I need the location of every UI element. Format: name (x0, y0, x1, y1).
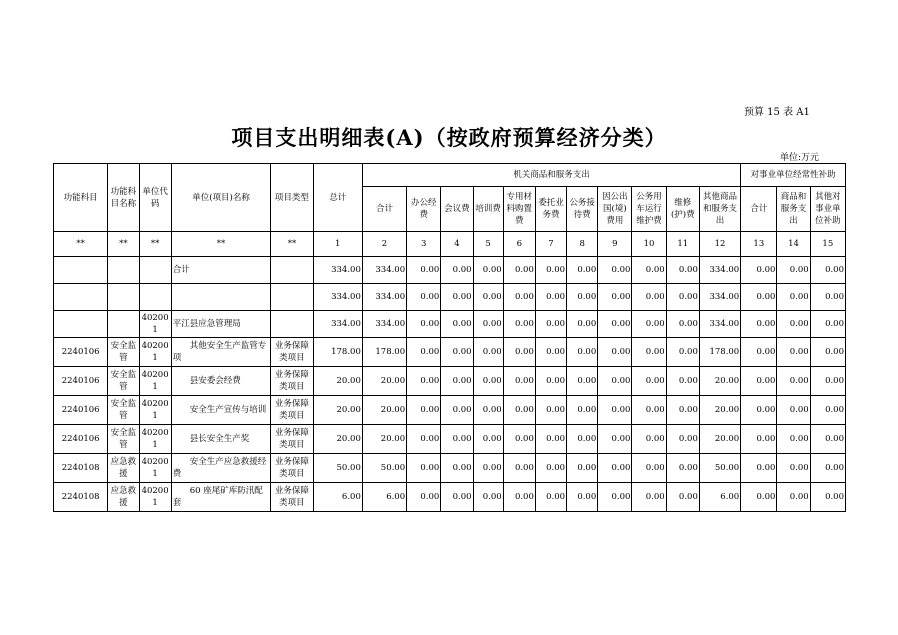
cell-amount: 0.00 (567, 425, 598, 454)
cell-amount: 178.00 (362, 338, 406, 367)
index-number: 14 (777, 232, 810, 257)
header-func-name: 功能科目名称 (108, 164, 139, 232)
index-mark: ** (271, 232, 313, 257)
cell-func-name: 应急救援 (108, 483, 139, 512)
cell-amount: 0.00 (567, 257, 598, 284)
cell-amount: 0.00 (632, 338, 666, 367)
cell-func-code (54, 257, 108, 284)
cell-amount: 0.00 (810, 396, 845, 425)
table-row (54, 338, 846, 367)
cell-amount: 20.00 (313, 396, 362, 425)
cell-amount: 0.00 (598, 483, 632, 512)
cell-amount: 0.00 (473, 425, 503, 454)
cell-amount: 0.00 (473, 483, 503, 512)
cell-amount: 0.00 (598, 284, 632, 311)
cell-project-type: 业务保障类项目 (271, 425, 313, 454)
cell-unit-code: 402001 (139, 425, 171, 454)
cell-amount: 0.00 (741, 367, 777, 396)
cell-unit-code: 402001 (139, 311, 171, 338)
cell-amount: 0.00 (503, 454, 535, 483)
cell-amount: 334.00 (362, 284, 406, 311)
cell-amount: 0.00 (741, 338, 777, 367)
header-group-goods-services: 机关商品和服务支出 (362, 164, 740, 187)
cell-unit-name: 县安委会经费 (171, 367, 271, 396)
cell-amount: 0.00 (741, 284, 777, 311)
header-goods-sub-2: 会议费 (441, 187, 473, 232)
index-number: 1 (313, 232, 362, 257)
cell-amount: 334.00 (313, 311, 362, 338)
cell-amount: 0.00 (598, 367, 632, 396)
unit-label: 单位:万元 (780, 153, 820, 163)
cell-project-type (271, 311, 313, 338)
table-row (54, 367, 846, 396)
index-number: 11 (666, 232, 699, 257)
cell-amount: 0.00 (632, 367, 666, 396)
cell-amount: 0.00 (407, 425, 441, 454)
cell-amount: 20.00 (699, 425, 740, 454)
cell-amount: 0.00 (535, 338, 566, 367)
index-number: 8 (567, 232, 598, 257)
cell-amount: 0.00 (741, 257, 777, 284)
cell-project-type: 业务保障类项目 (271, 367, 313, 396)
index-number: 10 (632, 232, 666, 257)
cell-amount: 50.00 (699, 454, 740, 483)
cell-amount: 0.00 (598, 257, 632, 284)
cell-amount: 0.00 (535, 367, 566, 396)
cell-amount: 0.00 (535, 257, 566, 284)
cell-amount: 0.00 (503, 483, 535, 512)
cell-unit-code: 402001 (139, 396, 171, 425)
cell-unit-code: 402001 (139, 454, 171, 483)
cell-amount: 0.00 (632, 483, 666, 512)
cell-amount: 334.00 (313, 284, 362, 311)
cell-func-code: 2240106 (54, 367, 108, 396)
cell-func-code: 2240108 (54, 483, 108, 512)
cell-amount: 0.00 (503, 257, 535, 284)
index-mark: ** (108, 232, 139, 257)
cell-amount: 6.00 (699, 483, 740, 512)
cell-func-name (108, 284, 139, 311)
cell-amount: 0.00 (535, 396, 566, 425)
cell-unit-name: 安全生产应急救援经费 (171, 454, 271, 483)
index-number: 4 (441, 232, 473, 257)
table-row (54, 396, 846, 425)
header-goods-sub-6: 公务接待费 (567, 187, 598, 232)
cell-unit-code: 402001 (139, 338, 171, 367)
cell-amount: 0.00 (441, 454, 473, 483)
cell-amount: 0.00 (598, 396, 632, 425)
cell-amount: 0.00 (632, 396, 666, 425)
cell-amount: 0.00 (598, 454, 632, 483)
cell-func-code: 2240106 (54, 425, 108, 454)
cell-amount: 0.00 (441, 483, 473, 512)
cell-amount: 0.00 (810, 257, 845, 284)
cell-amount: 0.00 (777, 338, 810, 367)
cell-amount: 0.00 (810, 483, 845, 512)
header-goods-sub-9: 维修(护)费 (666, 187, 699, 232)
cell-amount: 0.00 (441, 284, 473, 311)
table-reference: 预算 15 表 A1 (744, 107, 810, 118)
cell-amount: 0.00 (666, 338, 699, 367)
cell-amount: 178.00 (699, 338, 740, 367)
header-unit-name: 单位(项目)名称 (171, 164, 271, 232)
cell-func-name: 应急救援 (108, 454, 139, 483)
cell-amount: 0.00 (741, 396, 777, 425)
cell-func-name: 安全监管 (108, 396, 139, 425)
table-row (54, 311, 846, 338)
cell-amount: 0.00 (567, 311, 598, 338)
cell-amount: 20.00 (362, 425, 406, 454)
cell-amount: 0.00 (567, 367, 598, 396)
cell-amount: 0.00 (441, 396, 473, 425)
cell-amount: 334.00 (699, 311, 740, 338)
cell-unit-name: 60 座尾矿库防汛配套 (171, 483, 271, 512)
cell-amount: 0.00 (666, 454, 699, 483)
cell-amount: 0.00 (503, 367, 535, 396)
cell-amount: 334.00 (699, 257, 740, 284)
cell-unit-code: 402001 (139, 367, 171, 396)
cell-amount: 0.00 (503, 311, 535, 338)
cell-amount: 0.00 (441, 425, 473, 454)
table-row (54, 284, 846, 311)
cell-amount: 0.00 (441, 257, 473, 284)
cell-amount: 0.00 (632, 311, 666, 338)
cell-amount: 0.00 (598, 338, 632, 367)
cell-amount: 0.00 (567, 284, 598, 311)
index-number: 7 (535, 232, 566, 257)
cell-amount: 0.00 (567, 483, 598, 512)
cell-amount: 0.00 (535, 425, 566, 454)
cell-unit-name: 其他安全生产监管专项 (171, 338, 271, 367)
cell-amount: 334.00 (699, 284, 740, 311)
cell-amount: 0.00 (810, 338, 845, 367)
cell-amount: 0.00 (666, 367, 699, 396)
cell-amount: 20.00 (362, 396, 406, 425)
cell-amount: 0.00 (503, 338, 535, 367)
cell-amount: 0.00 (473, 284, 503, 311)
header-func-code: 功能科目 (54, 164, 108, 232)
cell-amount: 0.00 (598, 311, 632, 338)
cell-amount: 0.00 (473, 257, 503, 284)
cell-project-type: 业务保障类项目 (271, 483, 313, 512)
cell-func-name: 安全监管 (108, 425, 139, 454)
cell-amount: 0.00 (441, 338, 473, 367)
table-row (54, 257, 846, 284)
cell-amount: 0.00 (741, 311, 777, 338)
index-number: 3 (407, 232, 441, 257)
cell-amount: 0.00 (473, 311, 503, 338)
cell-func-code: 2240106 (54, 396, 108, 425)
cell-unit-name: 合计 (171, 257, 271, 284)
cell-amount: 0.00 (666, 311, 699, 338)
cell-amount: 0.00 (810, 454, 845, 483)
cell-amount: 0.00 (441, 367, 473, 396)
cell-amount: 0.00 (407, 338, 441, 367)
index-number: 15 (810, 232, 845, 257)
cell-amount: 0.00 (777, 454, 810, 483)
cell-amount: 0.00 (777, 396, 810, 425)
cell-unit-name (171, 284, 271, 311)
cell-amount: 0.00 (666, 257, 699, 284)
cell-amount: 20.00 (313, 367, 362, 396)
header-group-subsidy: 对事业单位经常性补助 (741, 164, 846, 187)
cell-project-type (271, 257, 313, 284)
cell-amount: 20.00 (313, 425, 362, 454)
cell-func-name: 安全监管 (108, 367, 139, 396)
index-number: 6 (503, 232, 535, 257)
expenditure-table (53, 163, 846, 512)
cell-amount: 0.00 (777, 311, 810, 338)
cell-amount: 0.00 (407, 284, 441, 311)
cell-amount: 0.00 (503, 425, 535, 454)
cell-amount: 0.00 (503, 284, 535, 311)
header-goods-sub-3: 培训费 (473, 187, 503, 232)
cell-project-type (271, 284, 313, 311)
cell-amount: 0.00 (407, 483, 441, 512)
cell-amount: 0.00 (407, 311, 441, 338)
index-number: 2 (362, 232, 406, 257)
header-total: 总计 (313, 164, 362, 232)
cell-amount: 6.00 (313, 483, 362, 512)
cell-func-code (54, 311, 108, 338)
cell-amount: 0.00 (777, 483, 810, 512)
cell-amount: 0.00 (810, 311, 845, 338)
header-goods-sub-0: 合计 (362, 187, 406, 232)
cell-amount: 334.00 (313, 257, 362, 284)
header-unit-code: 单位代码 (139, 164, 171, 232)
cell-amount: 334.00 (362, 311, 406, 338)
index-mark: ** (139, 232, 171, 257)
header-project-type: 项目类型 (271, 164, 313, 232)
cell-amount: 0.00 (777, 367, 810, 396)
cell-amount: 0.00 (777, 284, 810, 311)
cell-amount: 0.00 (810, 367, 845, 396)
cell-amount: 20.00 (362, 367, 406, 396)
cell-amount: 0.00 (535, 483, 566, 512)
cell-project-type: 业务保障类项目 (271, 454, 313, 483)
cell-unit-name: 平江县应急管理局 (171, 311, 271, 338)
index-number: 9 (598, 232, 632, 257)
cell-amount: 0.00 (810, 425, 845, 454)
cell-amount: 0.00 (473, 338, 503, 367)
cell-project-type: 业务保障类项目 (271, 338, 313, 367)
cell-amount: 0.00 (407, 454, 441, 483)
cell-amount: 0.00 (567, 396, 598, 425)
header-subsidy-sub-2: 其他对事业单位补助 (810, 187, 845, 232)
cell-amount: 0.00 (473, 454, 503, 483)
cell-amount: 0.00 (535, 284, 566, 311)
index-number: 12 (699, 232, 740, 257)
cell-amount: 0.00 (535, 454, 566, 483)
cell-amount: 0.00 (741, 425, 777, 454)
cell-amount: 0.00 (473, 367, 503, 396)
cell-amount: 50.00 (362, 454, 406, 483)
cell-func-code: 2240108 (54, 454, 108, 483)
cell-amount: 0.00 (632, 257, 666, 284)
cell-amount: 0.00 (777, 425, 810, 454)
header-goods-sub-1: 办公经费 (407, 187, 441, 232)
cell-amount: 178.00 (313, 338, 362, 367)
cell-func-name: 安全监管 (108, 338, 139, 367)
table-row (54, 425, 846, 454)
cell-amount: 0.00 (567, 454, 598, 483)
table-row (54, 483, 846, 512)
cell-amount: 0.00 (777, 257, 810, 284)
index-mark: ** (54, 232, 108, 257)
cell-func-code: 2240106 (54, 338, 108, 367)
header-goods-sub-7: 因公出国(境)费用 (598, 187, 632, 232)
cell-amount: 0.00 (741, 454, 777, 483)
cell-func-name (108, 257, 139, 284)
header-goods-sub-10: 其他商品和服务支出 (699, 187, 740, 232)
header-subsidy-sub-0: 合计 (741, 187, 777, 232)
cell-func-name (108, 311, 139, 338)
header-goods-sub-4: 专用材料购置费 (503, 187, 535, 232)
cell-func-code (54, 284, 108, 311)
cell-amount: 334.00 (362, 257, 406, 284)
cell-amount: 0.00 (407, 257, 441, 284)
cell-amount: 0.00 (567, 338, 598, 367)
cell-unit-name: 县长安全生产奖 (171, 425, 271, 454)
cell-amount: 0.00 (666, 483, 699, 512)
cell-unit-name: 安全生产宣传与培训 (171, 396, 271, 425)
cell-amount: 0.00 (666, 396, 699, 425)
index-mark: ** (171, 232, 271, 257)
cell-amount: 0.00 (473, 396, 503, 425)
cell-amount: 6.00 (362, 483, 406, 512)
header-goods-sub-8: 公务用车运行维护费 (632, 187, 666, 232)
index-number: 13 (741, 232, 777, 257)
cell-amount: 0.00 (632, 454, 666, 483)
cell-unit-code (139, 257, 171, 284)
cell-amount: 0.00 (407, 367, 441, 396)
cell-amount: 0.00 (632, 425, 666, 454)
header-subsidy-sub-1: 商品和服务支出 (777, 187, 810, 232)
cell-amount: 0.00 (666, 284, 699, 311)
cell-amount: 0.00 (741, 483, 777, 512)
cell-project-type: 业务保障类项目 (271, 396, 313, 425)
cell-amount: 0.00 (441, 311, 473, 338)
cell-amount: 0.00 (632, 284, 666, 311)
cell-amount: 20.00 (699, 367, 740, 396)
index-number: 5 (473, 232, 503, 257)
table-row (54, 454, 846, 483)
cell-amount: 20.00 (699, 396, 740, 425)
cell-amount: 0.00 (666, 425, 699, 454)
cell-amount: 0.00 (503, 396, 535, 425)
header-goods-sub-5: 委托业务费 (535, 187, 566, 232)
cell-amount: 0.00 (407, 396, 441, 425)
cell-unit-code (139, 284, 171, 311)
cell-amount: 0.00 (598, 425, 632, 454)
page-title: 项目支出明细表(A)（按政府预算经济分类） (231, 125, 667, 150)
cell-amount: 50.00 (313, 454, 362, 483)
cell-unit-code: 402001 (139, 483, 171, 512)
cell-amount: 0.00 (810, 284, 845, 311)
cell-amount: 0.00 (535, 311, 566, 338)
